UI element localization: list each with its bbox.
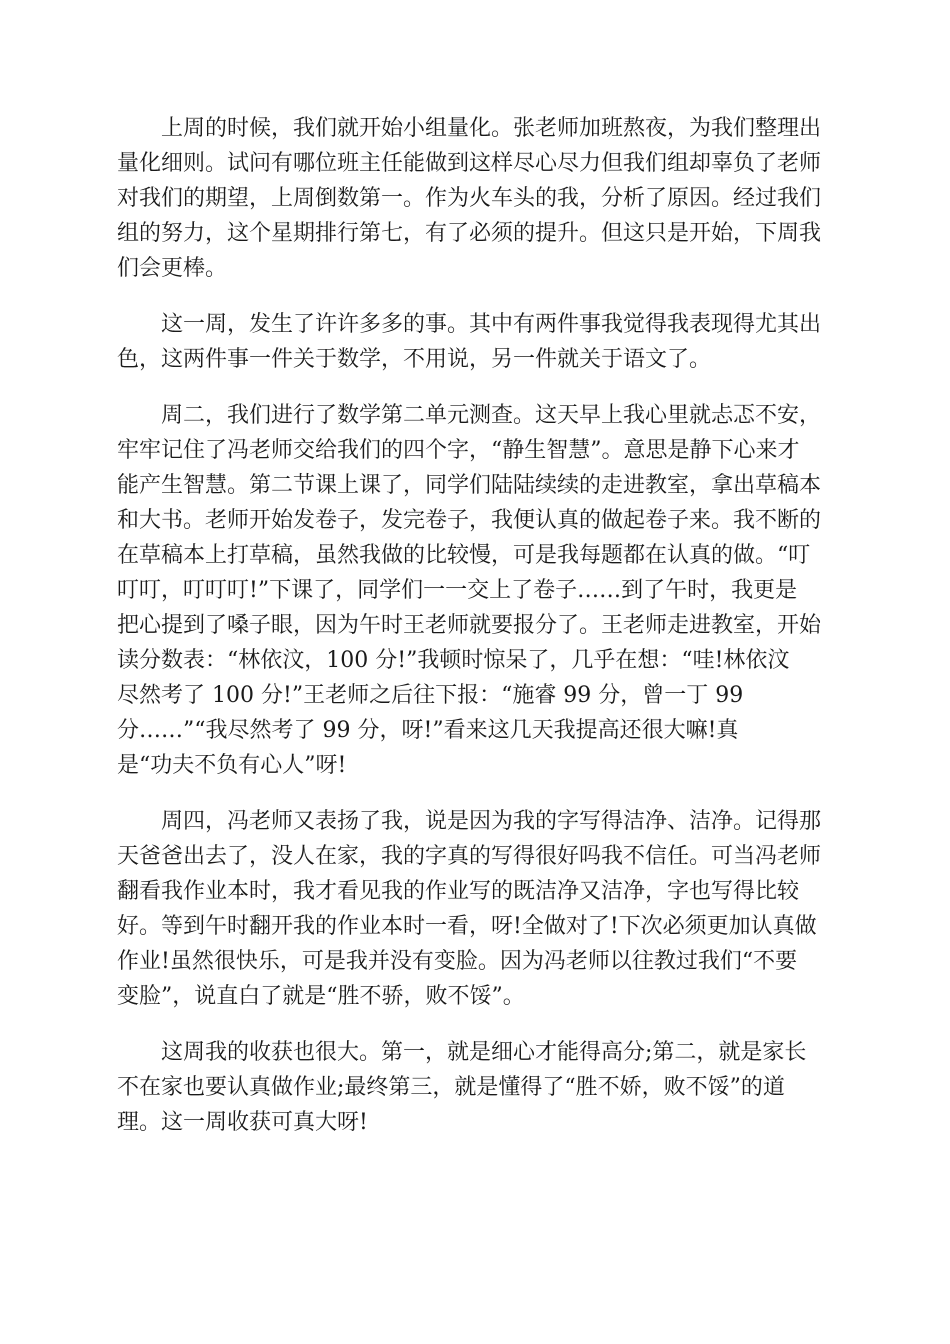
text-line: 对我们的期望，上周倒数第一。作为火车头的我，分析了原因。经过我们 <box>117 186 822 211</box>
text-line: 色，这两件事一件关于数学，不用说，另一件就关于语文了。 <box>117 347 712 372</box>
text-line: 这一周，发生了许许多多的事。其中有两件事我觉得我表现得尤其出 <box>161 312 822 337</box>
text-line: 叮叮，叮叮叮!”下课了，同学们一一交上了卷子……到了午时，我更是 <box>117 578 798 603</box>
text-line: 翻看我作业本时，我才看见我的作业写的既洁净又洁净，字也写得比较 <box>117 879 800 904</box>
text-line: 牢牢记住了冯老师交给我们的四个字，“静生智慧”。意思是静下心来才 <box>117 438 800 463</box>
paragraph <box>117 111 833 286</box>
text-line: 变脸”，说直白了就是“胜不骄，败不馁”。 <box>117 984 525 1009</box>
text-line: 在草稿本上打草稿，虽然我做的比较慢，可是我每题都在认真的做。“叮 <box>117 543 811 568</box>
text-line: 作业!虽然很快乐，可是我并没有变脸。因为冯老师以往教过我们“不要 <box>117 949 798 974</box>
text-line: 分……”“我尽然考了 99 分，呀!”看来这几天我提高还很大嘛!真 <box>117 718 739 743</box>
text-line: 和大书。老师开始发卷子，发完卷子，我便认真的做起卷子来。我不断的 <box>117 508 822 533</box>
text-line: 能产生智慧。第二节课上课了，同学们陆陆续续的走进教室，拿出草稿本 <box>117 473 822 498</box>
text-line: 把心提到了嗓子眼，因为午时王老师就要报分了。王老师走进教室，开始 <box>117 613 822 638</box>
paragraph <box>117 804 833 1014</box>
text-line: 是“功夫不负有心人”呀! <box>117 753 347 778</box>
text-line: 理。这一周收获可真大呀! <box>117 1110 368 1135</box>
paragraph <box>117 307 833 377</box>
text-line: 周二，我们进行了数学第二单元测查。这天早上我心里就忐忑不安， <box>161 403 822 428</box>
text-line: 组的努力，这个星期排行第七，有了必须的提升。但这只是开始，下周我 <box>117 221 822 246</box>
text-line: 好。等到午时翻开我的作业本时一看，呀!全做对了!下次必须更加认真做 <box>117 914 817 939</box>
text-line: 周四，冯老师又表扬了我，说是因为我的字写得洁净、洁净。记得那 <box>161 809 822 834</box>
document-body <box>117 111 833 1161</box>
text-line: 这周我的收获也很大。第一，就是细心才能得高分;第二，就是家长 <box>161 1040 807 1065</box>
text-line: 量化细则。试问有哪位班主任能做到这样尽心尽力但我们组却辜负了老师 <box>117 151 822 176</box>
paragraph <box>117 1035 833 1140</box>
text-line: 上周的时候，我们就开始小组量化。张老师加班熬夜，为我们整理出 <box>161 116 822 141</box>
text-line: 尽然考了 100 分!”王老师之后往下报：“施睿 99 分，曾一丁 99 <box>117 683 744 708</box>
text-line: 不在家也要认真做作业;最终第三，就是懂得了“胜不娇，败不馁”的道 <box>117 1075 785 1100</box>
text-line: 们会更棒。 <box>117 256 228 281</box>
text-line: 天爸爸出去了，没人在家，我的字真的写得很好吗我不信任。可当冯老师 <box>117 844 822 869</box>
text-line: 读分数表：“林依汶，100 分!”我顿时惊呆了，几乎在想：“哇!林依汶 <box>117 648 790 673</box>
paragraph <box>117 398 833 783</box>
